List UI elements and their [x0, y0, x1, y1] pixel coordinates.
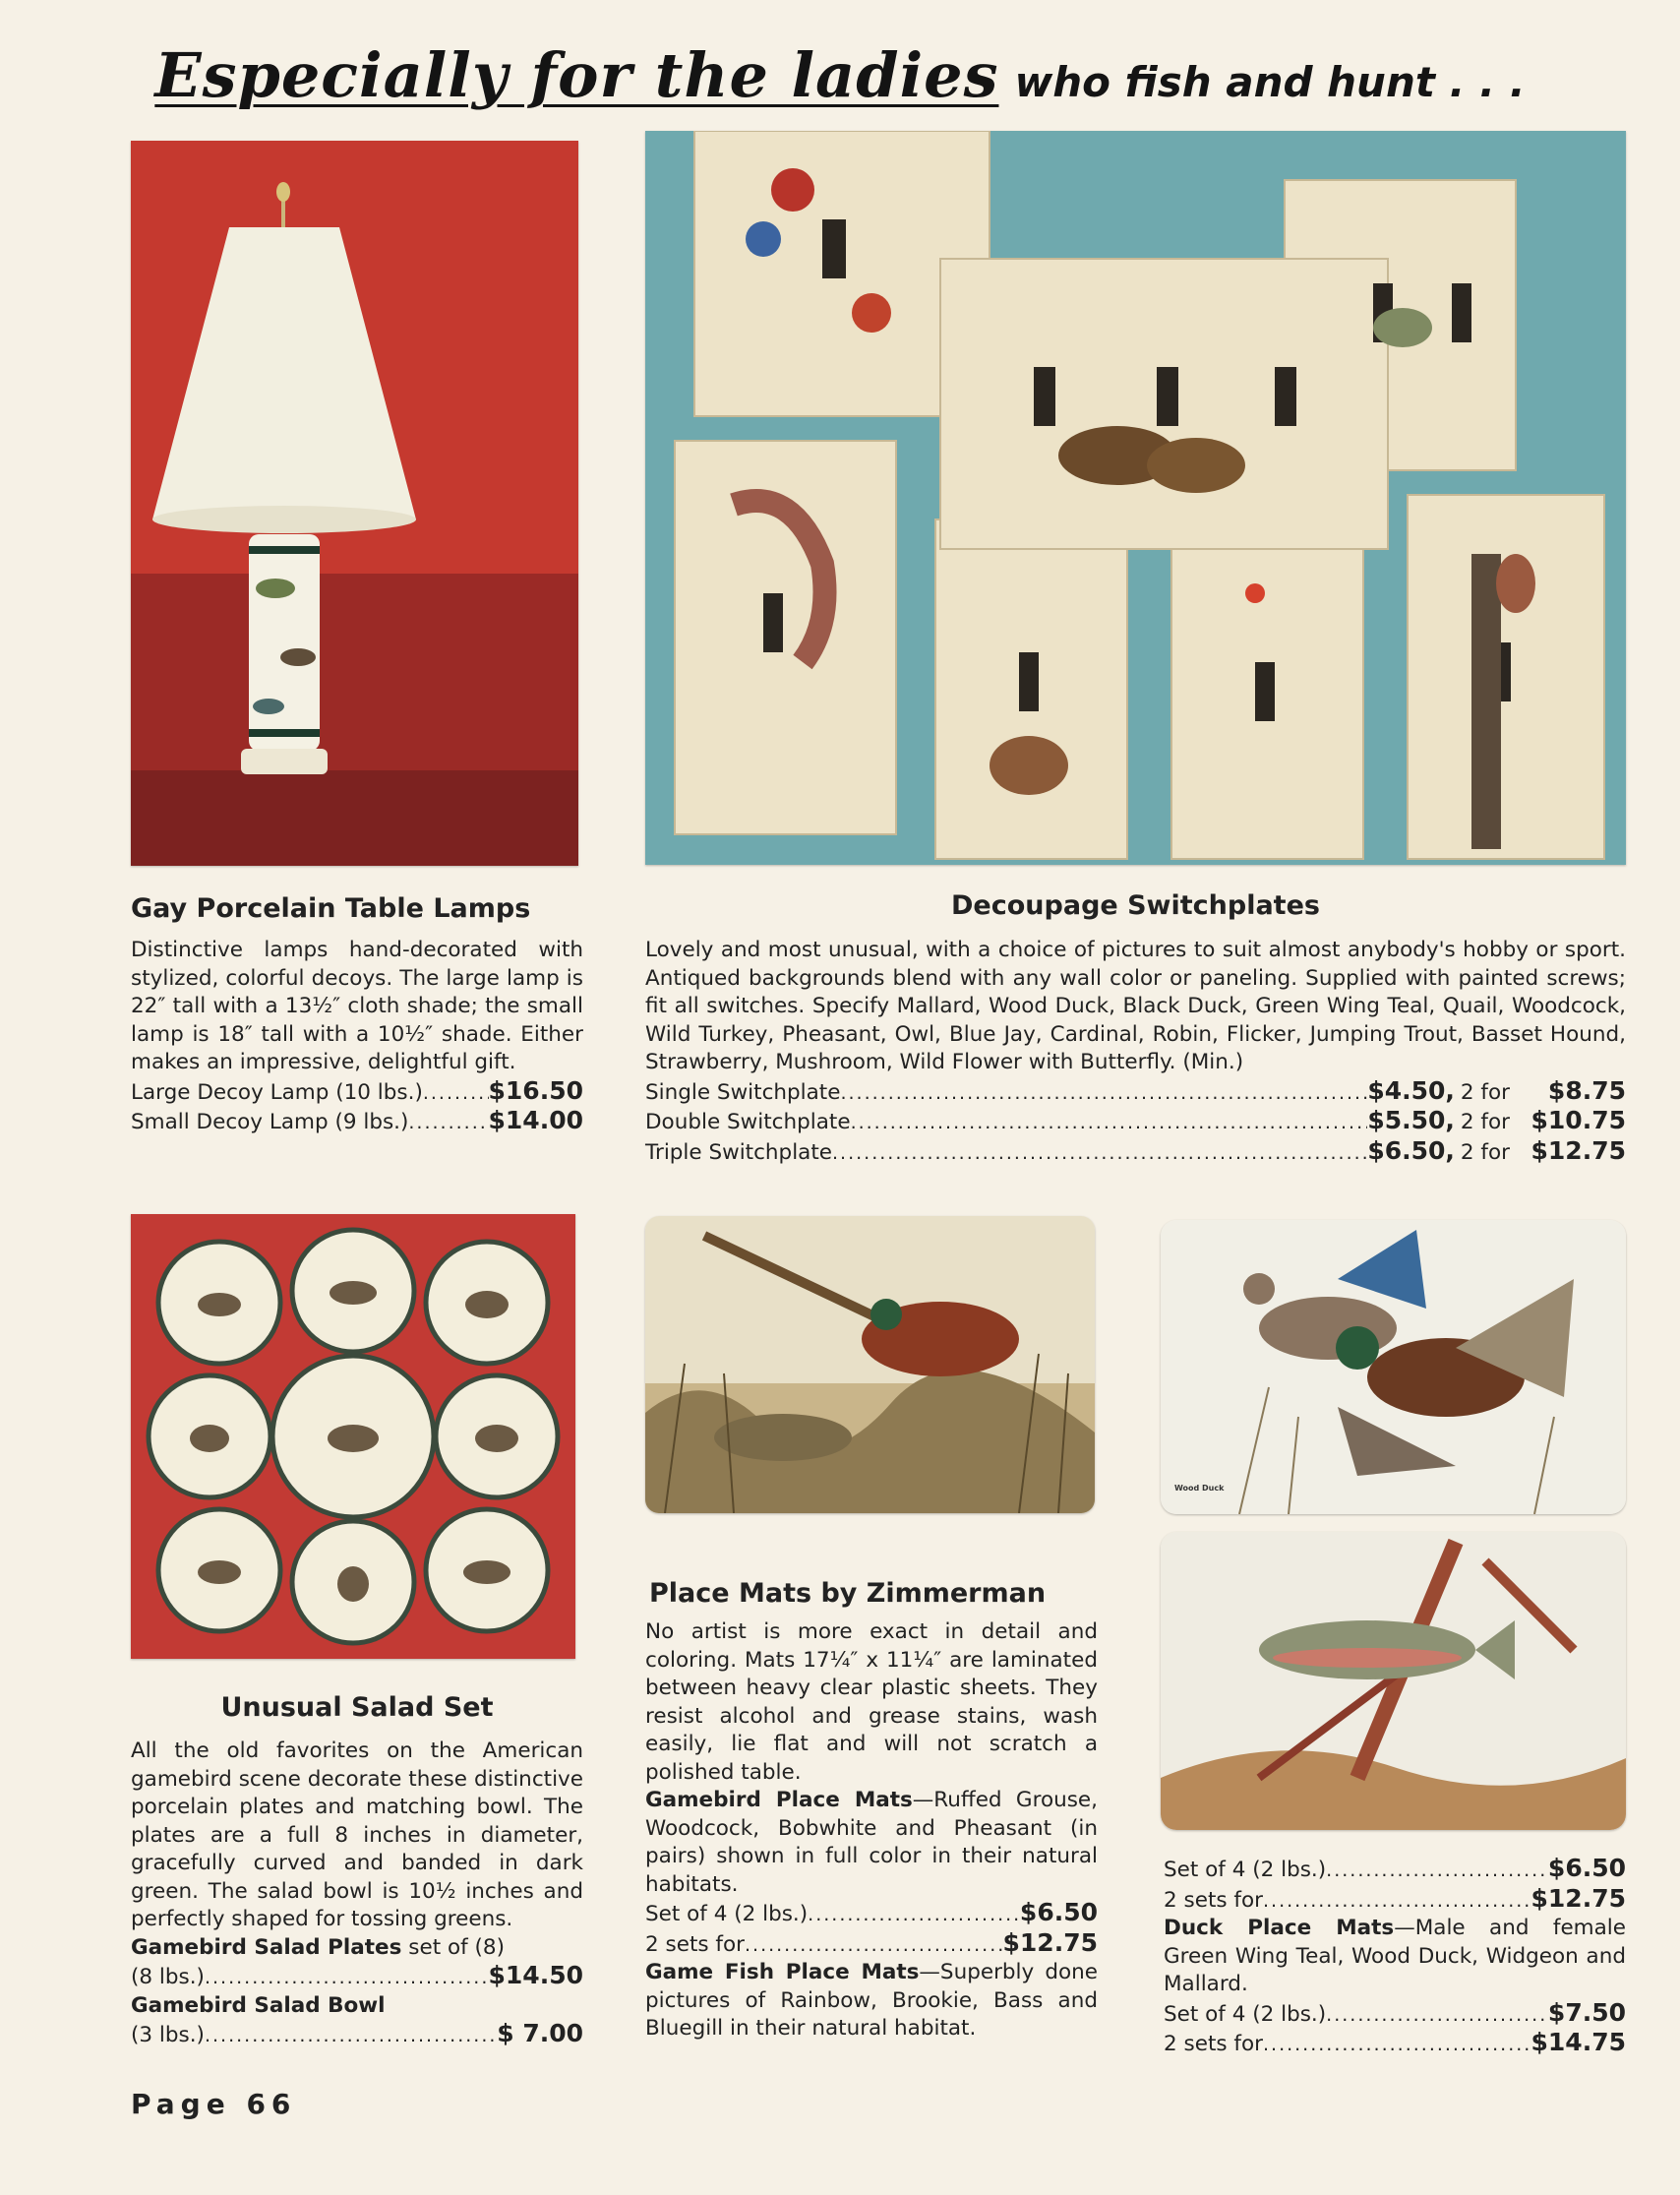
lamps-title: Gay Porcelain Table Lamps — [131, 893, 531, 924]
gamebird-placemats-price-row — [645, 1929, 1098, 1960]
fish-placemats-paragraph — [645, 1959, 1098, 2043]
price-label: (8 lbs.) — [131, 1965, 205, 1989]
lamp-photo — [131, 141, 578, 866]
placemats-title: Place Mats by Zimmerman — [649, 1578, 1047, 1609]
price-value: $ 7.00 — [497, 2019, 583, 2047]
salad-bowl-name: Gamebird Salad Bowl — [131, 1992, 386, 2018]
price-value: $12.75 — [1530, 1883, 1626, 1913]
price-value: $6.50 — [1019, 1898, 1098, 1926]
price-value: $12.75 — [1002, 1927, 1098, 1957]
price-value: $16.50 — [488, 1075, 583, 1105]
price-label: Small Decoy Lamp (9 lbs.) — [131, 1110, 409, 1134]
gamebird-placemats-name: Gamebird Place Mats — [645, 1788, 913, 1812]
price-label: Double Switchplate — [645, 1110, 851, 1134]
salad-plates-qty: set of (8) — [408, 1934, 505, 1960]
pair-price: $8.75 — [1547, 1075, 1626, 1105]
pair-label: 2 for — [1460, 1110, 1510, 1134]
salad-plates-name: Gamebird Salad Plates — [131, 1934, 402, 1960]
pair-label: 2 for — [1460, 1139, 1510, 1165]
price-label: Set of 4 (2 lbs.) — [1164, 2001, 1327, 2027]
salad-plates-line — [131, 1934, 583, 1963]
price-value: $14.75 — [1530, 2028, 1626, 2056]
switchplates-title: Decoupage Switchplates — [951, 890, 1320, 921]
switchplates-description-block — [645, 937, 1626, 1167]
price-value: $6.50, — [1367, 1135, 1455, 1165]
price-value: $14.00 — [488, 1106, 583, 1134]
price-label: (3 lbs.) — [131, 2023, 205, 2047]
price-label: Triple Switchplate — [645, 1139, 833, 1165]
switchplates-price-row — [645, 1107, 1626, 1137]
fish-placemats-name: Game Fish Place Mats — [645, 1960, 920, 1984]
salad-description: All the old favorites on the American gamebird scene decorate these distinctive porcelain plates and matching bowl. The plates are a full 8 inches in diameter, gracefully curved and banded in dark green. The salad bowl is 10½ inches and perfectly shaped for tossing greens. — [131, 1738, 583, 1931]
pair-label: 2 for — [1460, 1079, 1510, 1105]
lamps-description-block — [131, 937, 583, 1137]
duck-placemats-paragraph — [1164, 1915, 1626, 1999]
placemats-description-block — [645, 1618, 1098, 2043]
placemats-right-block — [1164, 1855, 1626, 2059]
duck-placemats-price-row — [1164, 1999, 1626, 2030]
duck-placemats-desc: —Male and female Green Wing Teal, Wood Duck, Widgeon and Mallard. — [1164, 1916, 1626, 1996]
duck-placemats-name: Duck Place Mats — [1164, 1916, 1395, 1940]
switchplates-description: Lovely and most unusual, with a choice of pictures to suit almost anybody's hobby or sport. Antiqued backgrounds blend with any wall color or paneling. Supplied with painted screws; fit all switches. Specify Mallard, Wood Duck, Black Duck, Green Wing Teal, Quail, Woodcock, Wild Turkey, Pheasant, Owl, Blue Jay, Cardinal, Robin, Flicker, Jumping Trout, Basset Hound, Strawberry, Mushroom, Wild Flower with Butterfly. (Min.) — [645, 938, 1626, 1074]
pair-price: $12.75 — [1530, 1135, 1626, 1165]
header-subtitle: who fish and hunt . . . — [1014, 58, 1526, 106]
price-value: $4.50, — [1367, 1075, 1455, 1105]
lamps-price-row — [131, 1107, 583, 1137]
duck-placemat-caption: Wood Duck — [1174, 1484, 1225, 1493]
fish-placemats-price-row — [1164, 1855, 1626, 1885]
switchplates-photo — [645, 131, 1626, 865]
price-value: $14.50 — [488, 1961, 583, 1989]
price-label: Set of 4 (2 lbs.) — [645, 1902, 809, 1926]
price-label: 2 sets for — [645, 1931, 745, 1957]
price-label: 2 sets for — [1164, 2032, 1263, 2056]
price-label: Single Switchplate — [645, 1079, 841, 1105]
price-value: $5.50, — [1367, 1106, 1455, 1134]
price-value: $6.50 — [1547, 1854, 1626, 1882]
price-label: 2 sets for — [1164, 1887, 1263, 1913]
fish-placemats-price-row — [1164, 1885, 1626, 1916]
salad-description-block — [131, 1738, 583, 2050]
fish-placemats-desc: —Superbly done pictures of Rainbow, Brookie, Bass and Bluegill in their natural habitat. — [645, 1960, 1098, 2041]
page-number: Page 66 — [131, 2088, 297, 2120]
price-value: $7.50 — [1547, 1997, 1626, 2027]
salad-plates-price-row — [131, 1962, 583, 1992]
price-label: Large Decoy Lamp (10 lbs.) — [131, 1079, 423, 1105]
price-label: Set of 4 (2 lbs.) — [1164, 1858, 1327, 1882]
header-script-title: Especially for the ladies — [154, 39, 999, 111]
gamebird-placemats-price-row — [645, 1899, 1098, 1929]
switchplates-price-row — [645, 1137, 1626, 1168]
duck-placemats-price-row — [1164, 2029, 1626, 2059]
pheasant-placemat-photo — [645, 1216, 1095, 1513]
placemats-description: No artist is more exact in detail and coloring. Mats 17¼″ x 11¼″ are laminated between heavy clear plastic sheets. They resist alcohol and grease stains, wash easily, lie flat and will not scratch a polished table. — [645, 1619, 1098, 1785]
salad-bowl-price-row — [131, 2020, 583, 2050]
pair-price: $10.75 — [1530, 1106, 1626, 1134]
trout-placemat-photo — [1161, 1532, 1626, 1830]
salad-set-photo — [131, 1214, 575, 1659]
duck-placemat-photo — [1161, 1220, 1626, 1514]
salad-title: Unusual Salad Set — [220, 1692, 494, 1723]
page-header — [0, 39, 1680, 111]
lamps-description: Distinctive lamps hand-decorated with stylized, colorful decoys. The large lamp is 22″ tall with a 13½″ cloth shade; the small lamp is 18″ tall with a 10½″ shade. Either makes an impressive, delightful gift. — [131, 938, 583, 1074]
gamebird-placemats-desc: —Ruffed Grouse, Woodcock, Bobwhite and Pheasant (in pairs) shown in full color in their natural habitats. — [645, 1788, 1098, 1897]
switchplates-price-row — [645, 1077, 1626, 1108]
lamps-price-row — [131, 1077, 583, 1108]
gamebird-placemats-paragraph — [645, 1787, 1098, 1899]
